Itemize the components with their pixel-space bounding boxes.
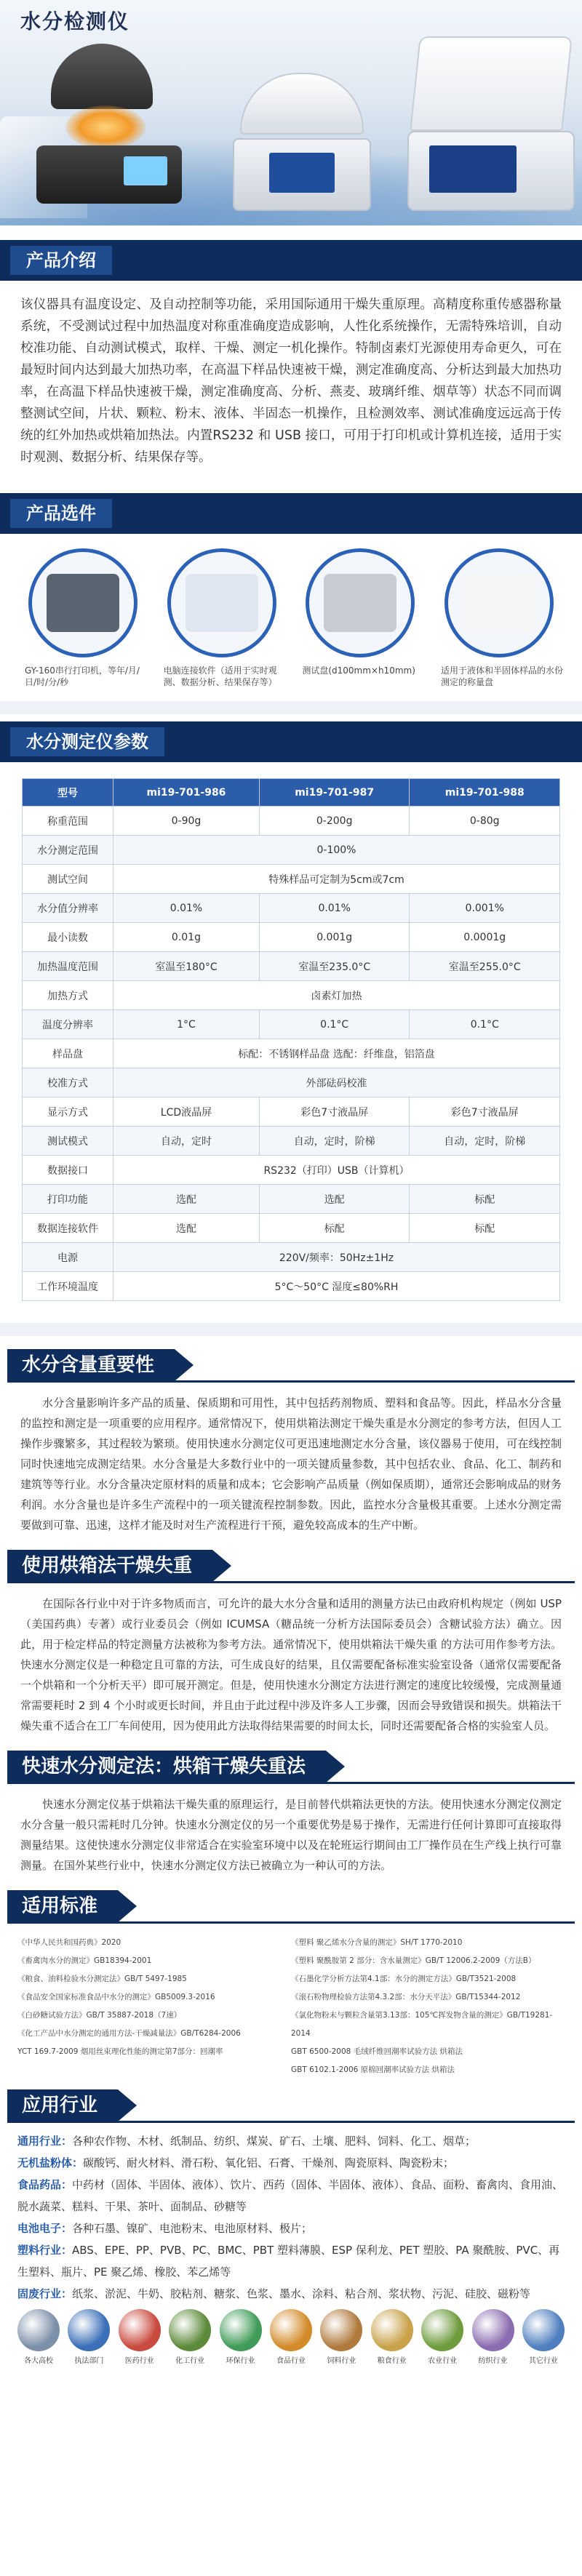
table-cell: 0.1°C: [259, 1010, 410, 1039]
importance-text: 水分含量影响许多产品的质量、保质期和可用性，其中包括药剂物质、塑料和食品等。因此，样品水分含量的监控和测定是一项重要的应用程序。通常情况下，使用烘箱法测定干燥失重是水分测定的参考方法，但因人工操作步骤繁多，其过程较为繁琐。使用快速水分测定仪可更迅速地测定水分含量，该仪器易于使用，可在线控制同时快速地完成测定结果。水分含量是大多数行业中的一项关键质量参数，其中包括农业、食品、化工、制药和建筑等等行业。水分含量决定原材料的质量和成本；它会影响产品质量（例如保质期），通常还会影响成品的财务利润。水分含量也是许多生产流程中的一项关键流程控制参数。因此，监控水分含量极其重要。上述水分测定需要做到可靠、迅速，这样才能及时对生产流程进行干预，避免较高成本的生产中断。: [20, 1396, 562, 1532]
divider: [0, 1323, 582, 1336]
table-row: [23, 1214, 560, 1243]
section-title: 产品选件: [10, 499, 112, 528]
standard-item: 《畜禽肉水分的测定》GB18394-2001: [17, 1956, 152, 1965]
application-line: [17, 2217, 565, 2239]
industry-icon-item: [370, 2309, 415, 2365]
industry-icon: [17, 2309, 60, 2351]
table-row: [23, 865, 560, 894]
section-title: 快速水分测定法：烘箱干燥失重法: [7, 1751, 326, 1783]
industry-icons: [0, 2305, 582, 2372]
standards-left-column: [17, 1934, 291, 2079]
standard-item: 《滚石粉物理检验方法第4.3.2部：水分天平法》GB/T15344-2012: [291, 1993, 521, 2001]
divider: [0, 701, 582, 714]
row-label: 打印功能: [23, 1185, 113, 1214]
table-cell: 自动，定时: [113, 1127, 260, 1156]
table-row: [23, 807, 560, 836]
industry-label: 各大高校: [24, 2357, 53, 2365]
row-label: 测试模式: [23, 1127, 113, 1156]
industry-icon-item: [167, 2309, 212, 2365]
table-cell: 0.01%: [113, 894, 260, 923]
table-cell: 0.01%: [259, 894, 410, 923]
options-list: [0, 534, 582, 701]
application-key: 无机盐粉体：: [17, 2156, 84, 2169]
table-row: [23, 1039, 560, 1068]
industry-icon-item: [521, 2309, 566, 2365]
section-title: 应用行业: [7, 2089, 118, 2121]
standard-item: 《塑料 聚酰胺第 2 部分：含水量测定》GB/T 12006.2-2009（方法B）: [291, 1956, 536, 1965]
option-image: [445, 548, 554, 657]
table-row: [23, 981, 560, 1010]
hero-banner: [0, 0, 582, 225]
industry-icon: [371, 2309, 413, 2351]
table-cell: 0-200g: [259, 807, 410, 836]
row-label: 水分值分辨率: [23, 894, 113, 923]
option-item: [19, 548, 147, 688]
section-header-params: [0, 721, 582, 762]
application-key: 塑料行业：: [17, 2244, 73, 2257]
oven-text: 在国际各行业中对于许多物质而言，可允许的最大水分含量和适用的测量方法已由政府机构规定（例如 USP（美国药典）专著）或行业委员会（例如 ICUMSA（糖品统一分析方法国际委员会）含糖试验方法）确立。因此，用于检定样品的特定测量方法被称为参考方法。通常情况下，使用烘箱法干燥失重 的方法可用作参考方法。快速水分测定仪是一种稳定且可靠的方法，可生成良好的结果，且仅需要配备标准实验室设备（通常仅需要配备一个烘箱和一个分析天平）即可展开测定。但是，使用快速水分测定方法进行测定的速度比较缓慢，完成测量通常需要耗时 2 到 4 个小时或更长时间，并且由于此过程中涉及许多人工步骤，因而会导致错误和损失。烘箱法干燥失重不适合在工厂车间使用，因为使用此方法取得结果需要的时间太长，同时还需要配备合格的实验室人员。: [20, 1597, 562, 1732]
industry-label: 农业行业: [428, 2357, 458, 2365]
application-line: [17, 2283, 565, 2305]
table-cell: RS232（打印）USB（计算机）: [113, 1156, 560, 1185]
industry-label: 粮食行业: [377, 2357, 407, 2365]
option-caption: 电脑连接软件（适用于实时观测、数据分析、结果保存等）: [163, 665, 277, 687]
table-row: [23, 1097, 560, 1127]
table-cell: 彩色7寸液晶屏: [410, 1097, 560, 1127]
table-row: [23, 894, 560, 923]
section-title: 水分含量重要性: [7, 1349, 175, 1381]
instrument-halogen-analyzer: [36, 44, 189, 211]
application-text: 中药材（固体、半固体、液体）、饮片、西药（固体、半固体、液体）、食品、面粉、畜禽肉、食用油、脱水蔬菜、糕料、干果、茶叶、面制品、砂糖等: [17, 2178, 564, 2213]
table-row: [23, 1156, 560, 1185]
table-cell: 1°C: [113, 1010, 260, 1039]
section-title: 使用烘箱法干燥失重: [7, 1550, 212, 1582]
table-cell: 0.001g: [259, 923, 410, 952]
industry-label: 食品行业: [276, 2357, 306, 2365]
section-header-intro: [0, 240, 582, 281]
table-cell: 外部砝码校准: [113, 1068, 560, 1097]
table-cell: 标配: [410, 1214, 560, 1243]
industry-label: 纺织行业: [478, 2357, 508, 2365]
industry-icon-item: [16, 2309, 61, 2365]
row-label: 测试空间: [23, 865, 113, 894]
application-line: [17, 2174, 565, 2217]
industry-label: 饲料行业: [327, 2357, 356, 2365]
table-cell: 5°C～50°C 湿度≤80%RH: [113, 1272, 560, 1301]
table-cell: 标配: [410, 1185, 560, 1214]
industry-label: 执法部门: [74, 2357, 104, 2365]
section-header-oven: [0, 1547, 582, 1583]
section-header-fast: [0, 1748, 582, 1784]
industry-label: 化工行业: [175, 2357, 205, 2365]
industry-icon: [421, 2309, 463, 2351]
table-cell: 0.001%: [410, 894, 560, 923]
table-cell: LCD液晶屏: [113, 1097, 260, 1127]
table-row: [23, 836, 560, 865]
table-cell: 220V/频率：50Hz±1Hz: [113, 1243, 560, 1272]
application-line: [17, 2239, 565, 2283]
row-label: 温度分辨率: [23, 1010, 113, 1039]
option-item: [435, 548, 563, 688]
table-cell: 0-100%: [113, 836, 560, 865]
standard-item: GBT 6500-2008 毛绒纤维回潮率试验方法 烘箱法: [291, 2047, 463, 2056]
application-text: ABS、EPE、PP、PVB、PC、BMC、PBT 塑料薄膜、ESP 保利龙、PET 塑胶、PA 聚酰胺、PVC、再生塑料、瓶片、PE 聚乙烯、橡胶、苯乙烯等: [17, 2244, 560, 2279]
table-cell: 0.0001g: [410, 923, 560, 952]
industry-icon: [320, 2309, 362, 2351]
standard-item: 《化工产品中水分测定的通用方法-干燥减量法》GB/T6284-2006: [17, 2029, 241, 2038]
option-product-shape: [186, 574, 258, 632]
table-cell: 0-80g: [410, 807, 560, 836]
standard-item: 《中华人民共和国药典》2020: [17, 1938, 121, 1947]
option-item: [296, 548, 424, 688]
table-cell: 室温至255.0°C: [410, 952, 560, 981]
section-header-application: [0, 2087, 582, 2123]
table-header-cell: mi19-701-987: [259, 779, 410, 807]
row-label: 加热方式: [23, 981, 113, 1010]
standard-item: 《粮食、油料检验水分测定法》GB/T 5497-1985: [17, 1975, 187, 1983]
standards-list: [0, 1924, 582, 2087]
option-product-shape: [463, 574, 535, 632]
application-key: 电池电子：: [17, 2222, 73, 2235]
option-item: [158, 548, 286, 688]
table-row: [23, 1068, 560, 1097]
row-label: 校准方式: [23, 1068, 113, 1097]
application-text: 各种农作物、木材、纸制品、纺织、煤炭、矿石、土壤、肥料、饲料、化工、烟草；: [72, 2135, 477, 2148]
option-caption: GY-160串行打印机，等年/月/日/时/分/秒: [25, 665, 140, 687]
industry-icon: [68, 2309, 110, 2351]
industry-icon: [522, 2309, 565, 2351]
option-caption: 适用于液体和半固体样品的水份测定的称量盘: [440, 665, 563, 687]
section-title: 产品介绍: [10, 246, 112, 275]
row-label: 样品盘: [23, 1039, 113, 1068]
table-cell: 彩色7寸液晶屏: [259, 1097, 410, 1127]
application-text: 纸浆、淤泥、牛奶、胶粘剂、糖浆、色浆、墨水、涂料、粘合剂、浆状物、污泥、硅胶、磁粉等: [72, 2287, 531, 2300]
section-header-options: [0, 493, 582, 534]
application-key: 食品药品：: [17, 2178, 73, 2191]
standard-item: YCT 169.7-2009 烟用丝束理化性能的测定第7部分：回潮率: [17, 2047, 223, 2056]
table-row: [23, 923, 560, 952]
option-image: [167, 548, 276, 657]
table-row: [23, 952, 560, 981]
option-image: [28, 548, 137, 657]
table-header-cell: mi19-701-986: [113, 779, 260, 807]
industry-icon-item: [319, 2309, 364, 2365]
industry-icon: [220, 2309, 262, 2351]
standard-item: 《白砂糖试验方法》GB/T 35887-2018（7速）: [17, 2011, 182, 2020]
application-lines: [0, 2123, 582, 2305]
table-cell: 室温至180°C: [113, 952, 260, 981]
table-cell: 0.01g: [113, 923, 260, 952]
table-cell: 选配: [113, 1214, 260, 1243]
section-header-importance: [0, 1346, 582, 1383]
table-cell: 选配: [259, 1185, 410, 1214]
application-line: [17, 2130, 565, 2152]
standard-item: 《食品安全国家标准食品中水分的测定》GB5009.3-2016: [17, 1993, 215, 2001]
standard-item: 《石墨化学分析方法第4.1部：水分的测定方法》GB/T3521-2008: [291, 1975, 517, 1983]
row-label: 水分测定范围: [23, 836, 113, 865]
industry-icon-item: [471, 2309, 516, 2365]
intro-text: 该仪器具有温度设定、及自动控制等功能，采用国际通用干燥失重原理。高精度称重传感器称量系统，不受测试过程中加热温度对称重准确度造成影响，人性化系统操作，无需特殊培训，自动校准功能、自动测试模式，取样、干燥、测定一机化操作。特制卤素灯光源使用寿命更久，可在最短时间内达到最大加热功率，在高温下样品快速被干燥，测定准确度高、分析达到最大加热功率，在高温下样品快速被干燥，测定准确度高、分析、燕麦、玻璃纤维、烟草等）状态不同而调整测试空间，片状、颗粒、粉末、液体、半固态一机操作，且检测效率、测试准确度远远高于传统的红外加热或烘箱加热法。内置RS232 和 USB 接口，可用于打印机或计算机连接，适用于实时观测、数据分析、结果保存等。: [0, 281, 582, 493]
standards-right-column: [291, 1934, 565, 2079]
industry-icon-item: [66, 2309, 111, 2365]
table-header-cell: mi19-701-988: [410, 779, 560, 807]
table-row: [23, 1127, 560, 1156]
params-table-wrapper: [0, 762, 582, 1323]
instrument-touchscreen-analyzer: [407, 36, 575, 218]
standard-item: 《氯化物粉末与颗粒含量第3.13部：105℃挥发物含量的测定》GB/T19281-2014: [291, 2011, 553, 2038]
table-cell: 自动，定时，阶梯: [259, 1127, 410, 1156]
standard-item: GBT 6102.1-2006 原棉回潮率试验方法 烘箱法: [291, 2065, 455, 2074]
table-cell: 卤素灯加热: [113, 981, 560, 1010]
application-key: 固废行业：: [17, 2287, 73, 2300]
row-label: 显示方式: [23, 1097, 113, 1127]
table-cell: 0.1°C: [410, 1010, 560, 1039]
table-cell: 标配: [259, 1214, 410, 1243]
table-cell: 室温至235.0°C: [259, 952, 410, 981]
option-image: [306, 548, 415, 657]
industry-icon: [169, 2309, 211, 2351]
row-label: 数据连接软件: [23, 1214, 113, 1243]
application-line: [17, 2152, 565, 2174]
industry-icon-item: [117, 2309, 162, 2365]
table-row: [23, 1243, 560, 1272]
fast-text: 快速水分测定仪基于烘箱法干燥失重的原理运行，是目前替代烘箱法更快的方法。使用快速水分测定仪测定水分含量一般只需耗时几分钟。快速水分测定仪的另一个重要优势是易于操作，无需进行任何计算即可直接取得测量结果。这使快速水分测定仪非常适合在实验室环境中以及在轮班运行期间由工厂操作员在生产线上执行可靠测量。在国外某些行业中，快速水分测定仪方法已被确立为一种认可的方法。: [20, 1798, 562, 1872]
option-product-shape: [324, 574, 396, 632]
industry-icon-item: [218, 2309, 263, 2365]
industry-label: 其它行业: [528, 2357, 558, 2365]
option-product-shape: [47, 574, 119, 632]
row-label: 称重范围: [23, 807, 113, 836]
section-title: 水分测定仪参数: [10, 727, 164, 756]
option-caption: 测试盘(d100mm×h10mm): [302, 665, 415, 676]
industry-icon: [472, 2309, 514, 2351]
row-label: 加热温度范围: [23, 952, 113, 981]
params-table: [22, 778, 560, 1301]
industry-label: 医药行业: [124, 2357, 154, 2365]
industry-icon: [270, 2309, 312, 2351]
row-label: 工作环境温度: [23, 1272, 113, 1301]
table-row: [23, 1010, 560, 1039]
industry-icon-item: [420, 2309, 465, 2365]
table-header-cell: 型号: [23, 779, 113, 807]
table-row: [23, 1185, 560, 1214]
industry-label: 环保行业: [226, 2357, 255, 2365]
row-label: 数据接口: [23, 1156, 113, 1185]
application-text: 各种石墨、镍矿、电池粉末、电池原材料、极片；: [72, 2222, 313, 2235]
section-title: 适用标准: [7, 1890, 118, 1922]
industry-icon: [119, 2309, 161, 2351]
section-header-standards: [0, 1887, 582, 1924]
table-row: [23, 1272, 560, 1301]
hero-title: 水分检测仪: [20, 9, 130, 33]
table-cell: 自动，定时，阶梯: [410, 1127, 560, 1156]
row-label: 电源: [23, 1243, 113, 1272]
application-text: 碳酸钙、耐火材料、滑石粉、氧化铝、石膏、干燥剂、陶瓷原料、陶瓷粉末；: [83, 2156, 455, 2169]
table-cell: 特殊样品可定制为5cm或7cm: [113, 865, 560, 894]
instrument-round-analyzer: [233, 73, 371, 218]
row-label: 最小读数: [23, 923, 113, 952]
application-key: 通用行业：: [17, 2135, 73, 2148]
table-cell: 0-90g: [113, 807, 260, 836]
table-cell: 选配: [113, 1185, 260, 1214]
table-cell: 标配：不锈钢样品盘 选配：纤维盘，铝箔盘: [113, 1039, 560, 1068]
standard-item: 《塑料 聚乙烯水分含量的测定》SH/T 1770-2010: [291, 1938, 463, 1947]
industry-icon-item: [268, 2309, 314, 2365]
